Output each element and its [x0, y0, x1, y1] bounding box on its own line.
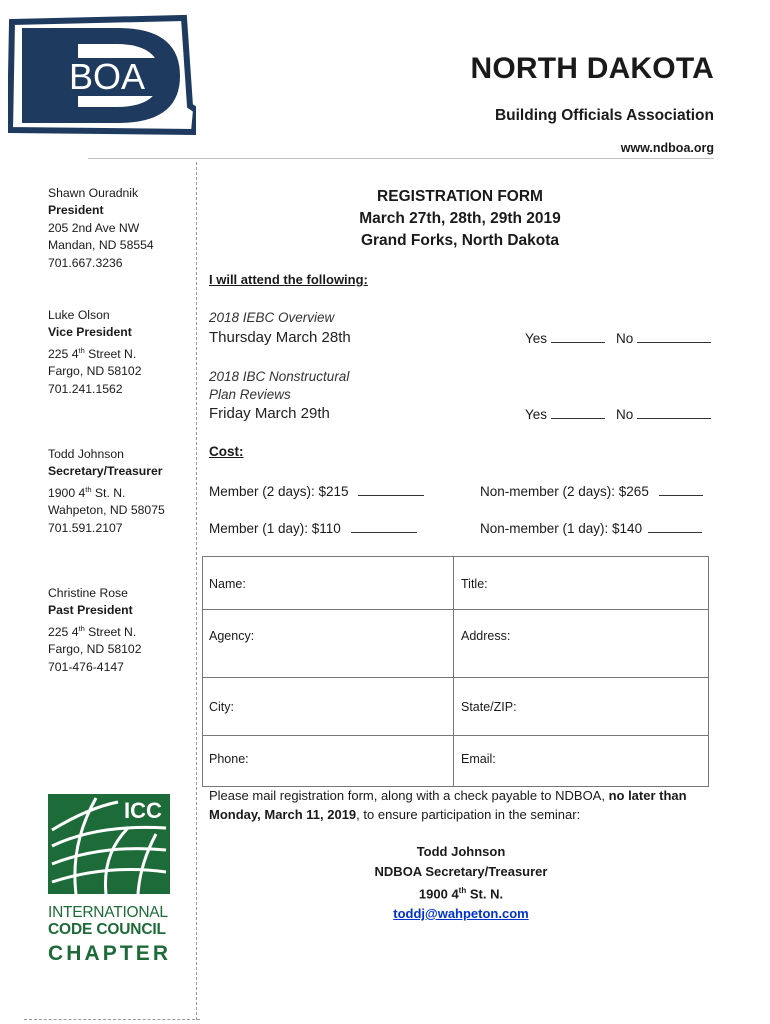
officer-city: Mandan, ND 58554 [48, 238, 154, 253]
logo-text: BOA [68, 56, 146, 97]
officer-name: Todd Johnson [48, 447, 124, 461]
icc-line1: INTERNATIONAL [48, 904, 168, 921]
mail-to-contact [330, 842, 592, 923]
officer-role: Past President [48, 603, 133, 618]
session-1-yes[interactable]: Yes [525, 330, 605, 346]
sidebar-divider [196, 162, 197, 1020]
grid-row-divider [203, 677, 708, 678]
officer-role: Secretary/Treasurer [48, 464, 163, 479]
state-zip-field[interactable]: State/ZIP: [461, 700, 517, 714]
officer-vice-president [48, 307, 193, 398]
mailing-instructions: Please mail registration form, along with a check payable to NDBOA, no later than Monday, March 11, 2019, to ensure participation in the seminar: [209, 788, 687, 822]
officer-address: 1900 4th St. N. [48, 484, 126, 500]
officer-president [48, 185, 193, 272]
member-1-day-price[interactable]: Member (1 day): $110 [209, 520, 417, 536]
nonmember-1-day-price[interactable]: Non-member (1 day): $140 [480, 520, 702, 536]
session-1-date: Thursday March 28th [209, 329, 351, 346]
officer-past-president [48, 585, 193, 676]
icc-abbr: ICC [124, 798, 162, 823]
contact-role: NDBOA Secretary/Treasurer [374, 863, 548, 879]
attend-label: I will attend the following: [209, 272, 368, 287]
officer-role: President [48, 203, 104, 218]
officer-city: Wahpeton, ND 58075 [48, 503, 165, 518]
grid-row-divider [203, 609, 708, 610]
form-title: REGISTRATION FORM [377, 188, 543, 205]
icc-line2: CODE COUNCIL [48, 921, 166, 938]
org-website[interactable]: www.ndboa.org [620, 141, 714, 155]
address-field[interactable]: Address: [461, 629, 511, 643]
officer-address: 225 4th Street N. [48, 345, 137, 361]
session-2-yes[interactable]: Yes [525, 406, 605, 422]
officer-phone: 701.241.1562 [48, 381, 123, 396]
email-field[interactable]: Email: [461, 752, 496, 766]
name-field[interactable]: Name: [209, 577, 246, 591]
form-dates: March 27th, 28th, 29th 2019 [359, 210, 561, 227]
officer-address: 205 2nd Ave NW [48, 220, 140, 235]
city-field[interactable]: City: [209, 700, 234, 714]
session-2-title: 2018 IBC Nonstructural Plan Reviews [209, 369, 350, 402]
ndboa-logo [8, 14, 196, 136]
icc-line3: CHAPTER [48, 942, 168, 964]
officer-phone: 701.667.3236 [48, 255, 123, 270]
org-state-title: NORTH DAKOTA [470, 52, 714, 85]
officer-phone: 701.591.2107 [48, 520, 123, 535]
cost-label: Cost: [209, 444, 244, 459]
session-2-date: Friday March 29th [209, 405, 330, 422]
phone-field[interactable]: Phone: [209, 752, 249, 766]
form-location: Grand Forks, North Dakota [360, 232, 560, 249]
officer-phone: 701-476-4147 [48, 659, 124, 674]
session-1-no[interactable]: No [616, 330, 711, 346]
officer-role: Vice President [48, 325, 132, 340]
footer-divider [24, 1019, 200, 1020]
nonmember-2-day-price[interactable]: Non-member (2 days): $265 [480, 483, 703, 499]
officer-name: Luke Olson [48, 308, 110, 322]
officer-name: Shawn Ouradnik [48, 186, 139, 200]
contact-address: 1900 4th St. N. [418, 886, 504, 902]
agency-field[interactable]: Agency: [209, 629, 255, 643]
session-2-no[interactable]: No [616, 406, 711, 422]
contact-name: Todd Johnson [416, 844, 506, 859]
grid-row-divider [203, 735, 708, 736]
icc-chapter-logo [48, 794, 170, 964]
org-name: Building Officials Association [494, 107, 714, 124]
officer-address: 225 4th Street N. [48, 623, 137, 639]
contact-email-link[interactable]: toddj@wahpeton.com [393, 905, 529, 921]
officer-name: Christine Rose [48, 586, 128, 600]
form-heading [300, 186, 620, 252]
grid-column-divider [453, 557, 454, 786]
officer-city: Fargo, ND 58102 [48, 642, 142, 657]
header-divider [88, 158, 714, 159]
officer-city: Fargo, ND 58102 [48, 364, 142, 379]
title-field[interactable]: Title: [461, 577, 488, 591]
member-2-day-price[interactable]: Member (2 days): $215 [209, 483, 424, 499]
registrant-info-table [202, 556, 709, 787]
officer-secretary-treasurer [48, 446, 193, 537]
session-1-title: 2018 IEBC Overview [209, 310, 335, 325]
